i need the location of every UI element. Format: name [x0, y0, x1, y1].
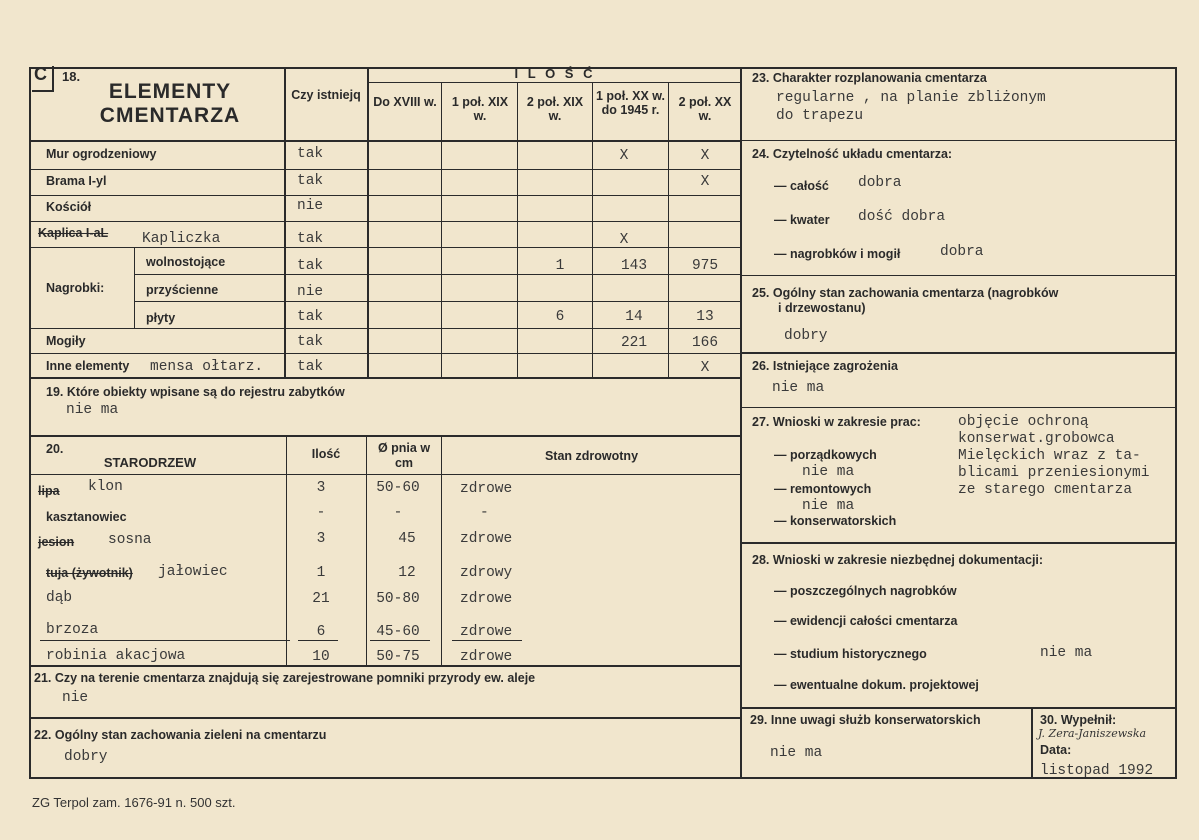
tree-stan: zdrowy: [460, 565, 513, 581]
trees-col-pnia: Ø pnia w cm: [377, 441, 431, 470]
cell-czy: tak: [297, 146, 324, 162]
tree-printed: kasztanowiec: [46, 510, 127, 524]
cell-1pol-xx: 143: [620, 258, 648, 274]
q27-remontowych-answer: nie ma: [802, 498, 855, 514]
cell-2pol-xx: 13: [696, 309, 714, 325]
tree-typed: klon: [88, 479, 123, 495]
cell-czy: nie: [297, 284, 324, 300]
col-header-1pol-xix: 1 poł. XIX w.: [451, 95, 509, 123]
col-header-2pol-xx: 2 poł. XX w.: [678, 95, 732, 123]
cell-2pol-xix: 1: [555, 258, 565, 274]
form-title-line1: ELEMENTY: [108, 80, 232, 103]
tree-stan: zdrowe: [460, 591, 513, 607]
tree-printed: tuja (żywotnik): [46, 566, 133, 580]
q27-porzadkowych-answer: nie ma: [802, 464, 855, 480]
tree-pnia: 50-75: [376, 649, 420, 665]
q27-kons-answer: ze starego cmentarza: [958, 482, 1133, 498]
q24-item-label: — kwater: [774, 213, 830, 227]
tree-stan: zdrowe: [460, 624, 513, 640]
tree-count: 3: [316, 480, 326, 496]
tree-typed: brzoza: [46, 622, 99, 638]
trees-col-count: Ilość: [311, 447, 341, 461]
tree-typed: robinia akacjowa: [46, 648, 186, 664]
row-label-mogily: Mogiły: [46, 334, 86, 348]
q26-answer: nie ma: [772, 380, 825, 396]
q27-porzadkowych: — porządkowych: [774, 448, 877, 462]
q30-label: 30. Wypełnił:: [1040, 713, 1117, 727]
tree-stan: zdrowe: [460, 531, 513, 547]
q24-item-label: — nagrobków i mogił: [774, 247, 901, 261]
tree-typed: jałowiec: [158, 564, 228, 580]
section-letter: C: [34, 64, 47, 84]
q27-kons-answer: Mielęckich wraz z ta-: [958, 448, 1141, 464]
q27-konserwatorskich: — konserwatorskich: [774, 514, 897, 528]
col-header-do-xviii: Do XVIII w.: [373, 95, 437, 109]
row-typed-kapliczka: Kapliczka: [142, 231, 221, 247]
row-label-przyscienne: przyścienne: [146, 283, 219, 297]
row-label-wolnostojace: wolnostojące: [146, 255, 226, 269]
tree-stan: zdrowe: [460, 649, 513, 665]
cell-2pol-xx: 975: [691, 258, 719, 274]
tree-count: -: [316, 505, 326, 521]
row-typed-mensa: mensa ołtarz.: [150, 359, 264, 375]
tree-pnia: 50-60: [376, 480, 420, 496]
q28-item: — ewentualne dokum. projektowej: [774, 678, 979, 692]
q21-label: 21. Czy na terenie cmentarza znajdują się zarejestrowane pomniki przyrody ew. aleje: [34, 671, 536, 685]
tree-typed: sosna: [108, 532, 152, 548]
q27-kons-answer: konserwat.grobowca: [958, 431, 1115, 447]
col-header-1pol-xx: 1 poł. XX w. do 1945 r.: [596, 89, 665, 117]
q19-label: 19. Które obiekty wpisane są do rejestru zabytków: [46, 385, 345, 399]
cell-1pol-xx: X: [619, 232, 629, 248]
tree-count: 3: [316, 531, 326, 547]
q28-answer: nie ma: [1040, 645, 1093, 661]
q22-label: 22. Ogólny stan zachowania zieleni na cmentarzu: [34, 728, 327, 742]
trees-col-name: STARODRZEW: [103, 455, 197, 470]
tree-printed: lipa: [38, 484, 60, 498]
tree-pnia: 12: [398, 565, 416, 581]
cell-1pol-xx: 221: [620, 335, 648, 351]
tree-count: 21: [312, 591, 330, 607]
col-header-2pol-xix: 2 poł. XIX w.: [526, 95, 584, 123]
row-label-brama: Brama I-yl: [46, 174, 107, 188]
q27-remontowych: — remontowych: [774, 482, 872, 496]
section-number: 18.: [62, 69, 81, 84]
q27-kons-answer: blicami przeniesionymi: [958, 465, 1150, 481]
cell-czy: tak: [297, 334, 324, 350]
q29-answer: nie ma: [770, 745, 823, 761]
col-header-ilosc: I L O Ś Ć: [514, 66, 596, 81]
cell-2pol-xx: X: [700, 174, 710, 190]
q25-label-line2: i drzewostanu): [778, 301, 866, 315]
cell-czy: nie: [297, 198, 324, 214]
cell-2pol-xx: X: [700, 148, 710, 164]
tree-count: 6: [316, 624, 326, 640]
q24-item-value: dość dobra: [858, 209, 946, 225]
q29-label: 29. Inne uwagi służb konserwatorskich: [750, 713, 981, 727]
q24-label: 24. Czytelność układu cmentarza:: [752, 147, 953, 161]
q25-label-line1: 25. Ogólny stan zachowania cmentarza (nagrobków: [752, 286, 1059, 300]
q28-item: — studium historycznego: [774, 647, 927, 661]
tree-count: 10: [312, 649, 330, 665]
q23-answer-line2: do trapezu: [776, 108, 864, 124]
q27-label: 27. Wnioski w zakresie prac:: [752, 415, 921, 429]
cell-1pol-xx: 14: [625, 309, 643, 325]
row-label-plyty: płyty: [146, 311, 176, 325]
cell-1pol-xx: X: [619, 148, 629, 164]
date-value: listopad 1992: [1040, 763, 1154, 779]
tree-stan: zdrowe: [460, 481, 513, 497]
cell-czy: tak: [297, 173, 324, 189]
q25-answer: dobry: [784, 328, 828, 344]
date-label: Data:: [1040, 743, 1072, 757]
q22-answer: dobry: [64, 749, 108, 765]
cell-2pol-xx: 166: [691, 335, 719, 351]
q26-label: 26. Istniejące zagrożenia: [752, 359, 898, 373]
q28-item: — poszczególnych nagrobków: [774, 584, 957, 598]
q20-number: 20.: [46, 442, 64, 456]
trees-col-stan: Stan zdrowotny: [544, 449, 639, 463]
cell-2pol-xx: X: [700, 360, 710, 376]
q23-answer-line1: regularne , na planie zbliżonym: [776, 90, 1046, 106]
tree-stan: -: [480, 505, 489, 521]
q24-item-label: — całość: [774, 179, 829, 193]
q27-kons-answer: objęcie ochroną: [958, 414, 1089, 430]
q24-item-value: dobra: [858, 175, 902, 191]
cell-czy: tak: [297, 309, 324, 325]
cell-czy: tak: [297, 258, 324, 274]
row-label-kosciol: Kościół: [46, 200, 92, 214]
row-label-kaplica: Kaplica I-aL: [38, 226, 109, 240]
q24-item-value: dobra: [940, 244, 984, 260]
nagrobki-label: Nagrobki:: [46, 281, 105, 295]
tree-count: 1: [316, 565, 326, 581]
row-label-inne: Inne elementy: [46, 359, 130, 373]
tree-pnia: -: [393, 505, 403, 521]
tree-typed: dąb: [46, 590, 73, 606]
q21-answer: nie: [62, 690, 89, 706]
form-title-line2: CMENTARZA: [99, 104, 241, 127]
q23-label: 23. Charakter rozplanowania cmentarza: [752, 71, 987, 85]
tree-printed: jesion: [38, 535, 75, 549]
cell-czy: tak: [297, 359, 324, 375]
q28-item: — ewidencji całości cmentarza: [774, 614, 958, 628]
tree-pnia: 50-80: [376, 591, 420, 607]
q19-answer: nie ma: [66, 402, 119, 418]
col-header-czy: Czy istniejq: [291, 88, 361, 102]
print-footer: ZG Terpol zam. 1676-91 n. 500 szt.: [32, 795, 236, 810]
tree-pnia: 45-60: [376, 624, 420, 640]
cell-2pol-xix: 6: [555, 309, 565, 325]
q28-label: 28. Wnioski w zakresie niezbędnej dokumentacji:: [752, 553, 1044, 567]
tree-pnia: 45: [398, 531, 416, 547]
filled-by-signature: J. Zera-Janiszewska: [1038, 727, 1147, 740]
row-label-mur: Mur ogrodzeniowy: [46, 147, 157, 161]
cell-czy: tak: [297, 231, 324, 247]
